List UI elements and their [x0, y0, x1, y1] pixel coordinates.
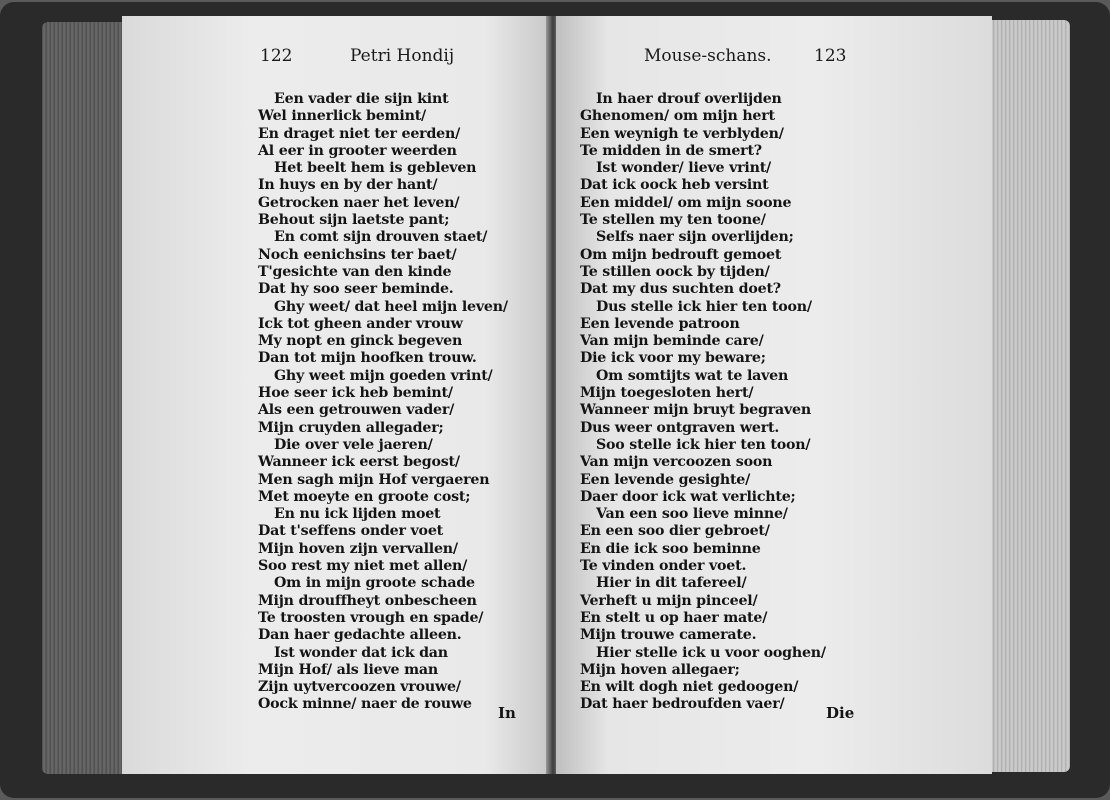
verse-line: Men sagh mijn Hof vergaeren — [258, 471, 490, 488]
verse-line: Mijn toegesloten hert/ — [580, 385, 754, 402]
verse-line: Dus stelle ick hier ten toon/ — [596, 298, 812, 315]
verse-line: Ghy weet/ dat heel mijn leven/ — [274, 298, 508, 315]
left-page-number: 122 — [260, 46, 293, 66]
verse-line: Al eer in grooter weerden — [258, 142, 457, 159]
verse-line: Ist wonder/ lieve vrint/ — [596, 160, 772, 177]
verse-line: Een levende patroon — [580, 315, 740, 332]
verse-line: Getrocken naer het leven/ — [258, 194, 460, 211]
verse-line: Mijn hoven zijn vervallen/ — [258, 540, 458, 557]
verse-line: Soo rest my niet met allen/ — [258, 558, 468, 575]
verse-line: Om somtijts wat te laven — [596, 367, 789, 384]
right-running-title: Mouse-schans. — [644, 46, 772, 66]
verse-line: Ghenomen/ om mijn hert — [580, 108, 775, 125]
verse-line: Een vader die sijn kint — [274, 91, 449, 107]
right-page-block-edge — [990, 20, 1070, 772]
verse-line: Dan tot mijn hoofken trouw. — [258, 350, 477, 367]
verse-line: Een middel/ om mijn soone — [580, 194, 792, 211]
verse-line: Dat hy soo seer beminde. — [258, 281, 454, 298]
verse-line: Soo stelle ick hier ten toon/ — [596, 436, 811, 453]
verse-line: Die over vele jaeren/ — [274, 436, 433, 453]
verse-line: Mijn drouffheyt onbescheen — [258, 592, 477, 609]
verse-line: Dat ick oock heb versint — [580, 177, 769, 194]
verse-line: Een weynigh te verblyden/ — [580, 125, 784, 142]
verse-line: En die ick soo beminne — [580, 540, 761, 557]
verse-line: Te troosten vrough en spade/ — [258, 609, 484, 626]
verse-line: Te stillen oock by tijden/ — [580, 263, 770, 280]
verse-line: Dat t'seffens onder voet — [258, 523, 443, 540]
verse-line: Van mijn beminde care/ — [580, 333, 764, 350]
verse-line: Als een getrouwen vader/ — [258, 402, 455, 419]
verse-line: Dan haer gedachte alleen. — [258, 627, 462, 644]
verse-line: Dus weer ontgraven wert. — [580, 419, 780, 436]
right-page — [556, 16, 992, 774]
verse-line: Ist wonder dat ick dan — [274, 644, 448, 661]
verse-line: Selfs naer sijn overlijden; — [596, 229, 794, 246]
verse-line: Wanneer ick eerst begost/ — [258, 454, 460, 471]
verse-line: Ghy weet mijn goeden vrint/ — [274, 367, 493, 384]
verse-line: En nu ick lijden moet — [274, 506, 441, 523]
verse-line: My nopt en ginck begeven — [258, 333, 463, 350]
verse-line: Te vinden onder voet. — [580, 558, 747, 575]
left-page — [122, 16, 550, 774]
left-catchword: In — [498, 704, 516, 722]
verse-line: Om mijn bedrouft gemoet — [580, 246, 782, 263]
verse-line: En een soo dier gebroet/ — [580, 523, 770, 540]
verse-line: Met moeyte en groote cost; — [258, 488, 471, 505]
verse-line: Zijn uytvercoozen vrouwe/ — [258, 679, 461, 696]
verse-line: Oock minne/ naer de rouwe — [258, 696, 472, 713]
verse-line: Het beelt hem is gebleven — [274, 160, 477, 177]
verse-line: In huys en by der hant/ — [258, 177, 438, 194]
right-page-number: 123 — [814, 46, 847, 66]
verse-line: Om in mijn groote schade — [274, 575, 475, 592]
verse-line: Dat my dus suchten doet? — [580, 281, 781, 298]
verse-line: Mijn cruyden allegader; — [258, 419, 444, 436]
left-running-title: Petri Hondij — [350, 46, 455, 66]
verse-line: Die ick voor my beware; — [580, 350, 766, 367]
verse-line: Hier stelle ick u voor ooghen/ — [596, 644, 826, 661]
verse-line: Te midden in de smert? — [580, 142, 762, 159]
left-verse-block — [258, 91, 508, 714]
left-page-block-edge — [42, 22, 122, 774]
right-verse-block — [580, 91, 826, 714]
verse-line: Mijn hoven allegaer; — [580, 661, 740, 678]
verse-line: Ick tot gheen ander vrouw — [258, 315, 463, 332]
verse-line: Dat haer bedroufden vaer/ — [580, 696, 785, 713]
verse-line: En stelt u op haer mate/ — [580, 609, 768, 626]
verse-line: Te stellen my ten toone/ — [580, 212, 766, 229]
verse-line: Behout sijn laetste pant; — [258, 212, 450, 229]
verse-line: Noch eenichsins ter baet/ — [258, 246, 457, 263]
verse-line: Mijn Hof/ als lieve man — [258, 661, 439, 678]
verse-line: Verheft u mijn pinceel/ — [580, 592, 758, 609]
verse-line: Mijn trouwe camerate. — [580, 627, 757, 644]
verse-line: In haer drouf overlijden — [596, 91, 782, 107]
verse-line: Van een soo lieve minne/ — [596, 506, 788, 523]
verse-line: Hoe seer ick heb bemint/ — [258, 385, 453, 402]
verse-line: En draget niet ter eerden/ — [258, 125, 461, 142]
verse-line: Wel innerlick bemint/ — [258, 108, 427, 125]
verse-line: T'gesichte van den kinde — [258, 263, 452, 280]
verse-line: En comt sijn drouven staet/ — [274, 229, 488, 246]
verse-line: Een levende gesighte/ — [580, 471, 751, 488]
verse-line: Hier in dit tafereel/ — [596, 575, 747, 592]
verse-line: En wilt dogh niet gedoogen/ — [580, 679, 799, 696]
verse-line: Van mijn vercoozen soon — [580, 454, 773, 471]
verse-line: Daer door ick wat verlichte; — [580, 488, 796, 505]
right-catchword: Die — [826, 704, 855, 722]
verse-line: Wanneer mijn bruyt begraven — [580, 402, 811, 419]
